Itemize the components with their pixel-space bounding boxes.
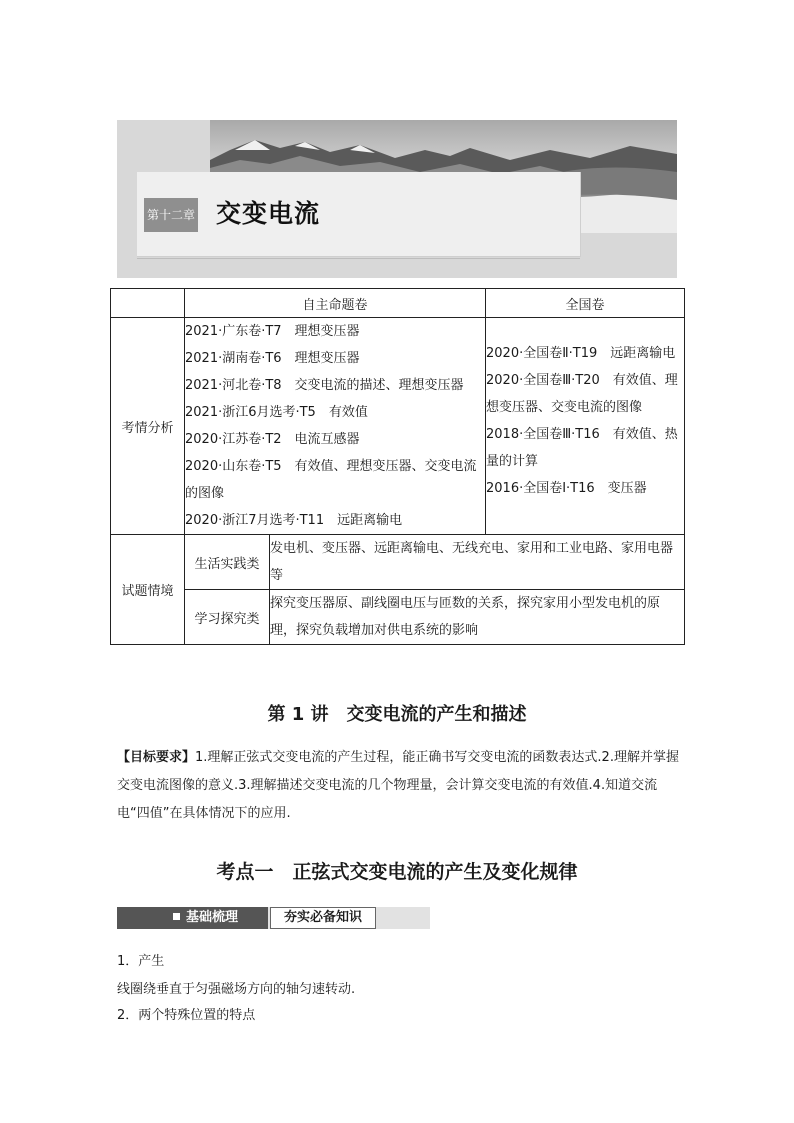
list-item: 2021·浙江6月选考·T5 有效值 [185,405,368,420]
context-category: 生活实践类 [185,535,270,590]
context-category: 学习探究类 [185,590,270,645]
bar-label-text: 基础梳理 [186,910,239,925]
list-item: 2020·浙江7月选考·T11 远距离输电 [185,513,403,528]
chapter-title: 交变电流 [216,199,321,228]
list-item: 2020·全国卷Ⅲ·T20 有效值、理想变压器、交变电流的图像 [486,373,678,415]
chapter-title-card [137,172,581,257]
autonomous-list [185,318,486,535]
bar-box: 夯实必备知识 [270,907,376,929]
lecture-title: 第 1 讲 交变电流的产生和描述 [267,704,527,725]
item1-heading: 1．产生 [117,954,165,969]
objective-tag: 【目标要求】 [117,750,196,765]
national-list [486,318,685,535]
list-item: 2021·河北卷·T8 交变电流的描述、理想变压器 [185,378,464,393]
list-item: 2020·江苏卷·T2 电流互感器 [185,432,360,447]
item2-heading: 2．两个特殊位置的特点 [117,1008,256,1023]
objective-text: 1.理解正弦式交变电流的产生过程，能正确书写交变电流的函数表达式.2.理解并掌握交变电流图像的意义.3.理解描述交变电流的几个物理量，会计算交变电流的有效值.4.知道交流电“四值”在具体情况下的应用. [117,750,679,821]
analysis-row-label: 考情分析 [111,318,185,535]
header-national: 全国卷 [486,289,685,318]
bar-label [117,907,268,929]
banner-divider [137,258,580,259]
item1-text: 线圈绕垂直于匀强磁场方向的轴匀速转动. [117,982,356,997]
header-autonomous: 自主命题卷 [185,289,486,318]
section-title: 考点一 正弦式交变电流的产生及变化规律 [216,861,578,883]
list-item: 2020·山东卷·T5 有效值、理想变压器、交变电流的图像 [185,459,477,501]
table-corner-cell [111,289,185,318]
objective-paragraph [117,744,685,828]
chapter-number-badge: 第十二章 [144,198,198,232]
list-item: 2016·全国卷Ⅰ·T16 变压器 [486,481,647,496]
square-bullet-icon [173,913,180,920]
list-item: 2021·广东卷·T7 理想变压器 [185,324,360,339]
list-item: 2021·湖南卷·T6 理想变压器 [185,351,360,366]
context-text: 发电机、变压器、远距离输电、无线充电、家用和工业电路、家用电器等 [270,535,685,590]
list-item: 2018·全国卷Ⅲ·T16 有效值、热量的计算 [486,427,678,469]
exam-analysis-table [110,288,685,645]
context-row-label: 试题情境 [111,535,185,645]
context-text: 探究变压器原、副线圈电压与匝数的关系，探究家用小型发电机的原理，探究负载增加对供电系统的影响 [270,590,685,645]
list-item: 2020·全国卷Ⅱ·T19 远距离输电 [486,346,676,361]
